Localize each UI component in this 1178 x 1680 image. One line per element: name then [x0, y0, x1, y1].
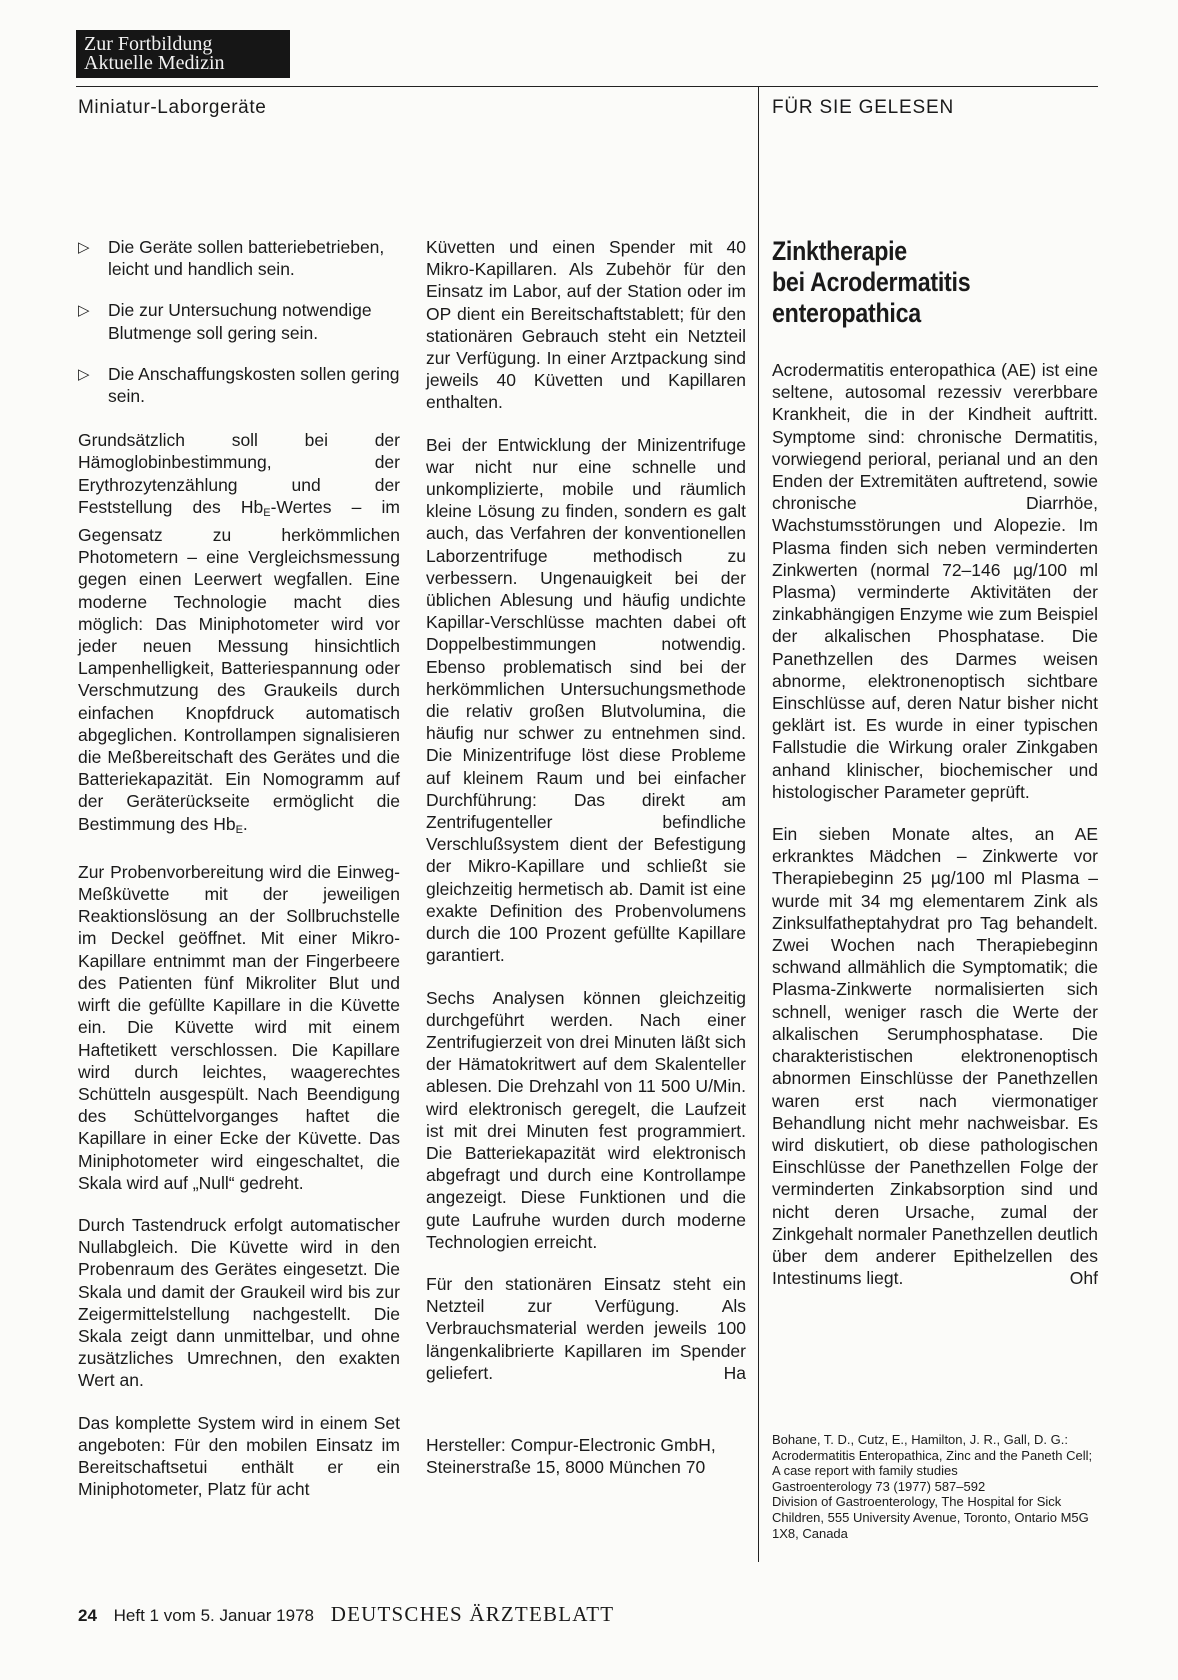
paragraph	[772, 823, 1098, 1289]
article-column-2	[426, 236, 746, 1479]
article-column-3	[772, 236, 1098, 1290]
paragraph: Das komplette System wird in einem Set angeboten: Für den mobilen Einsatz im Bereitschaftsetui enthält er ein Miniphotometer, Platz für acht	[78, 1412, 400, 1500]
paragraph-text: .	[242, 813, 248, 834]
article-column-1	[78, 236, 400, 1520]
subscript: E	[235, 823, 243, 836]
triangle-bullet-icon: ▷	[78, 239, 90, 256]
bullet-item	[78, 236, 400, 280]
headline-line: enteropathica	[772, 298, 921, 328]
paragraph: Sechs Analysen können gleichzeitig durchgeführt werden. Nach einer Zentrifugierzeit von drei Minuten läßt sich der Hämatokritwert auf dem Skalenteller ablesen. Die Drehzahl von 11 500 U/Min. wird elektronisch geregelt, die Laufzeit ist mit drei Minuten fest programmiert. Die Batteriekapazität wird elektronisch abgefragt und durch eine Kontrollampe angezeigt. Diese Funktionen und die gute Laufruhe wurden durch moderne Technologien erreicht.	[426, 987, 746, 1252]
section-label-line2: Aktuelle Medizin	[84, 52, 225, 74]
left-topic-heading: Miniatur-Laborgeräte	[78, 97, 267, 118]
journal-name: DEUTSCHES ÄRZTEBLATT	[330, 1602, 615, 1626]
reference-authors: Bohane, T. D., Cutz, E., Hamilton, J. R., Gall, D. G.:	[772, 1432, 1068, 1447]
paragraph: Bei der Entwicklung der Minizentrifuge war nicht nur eine schnelle und unkomplizierte, mobile und räumlich kleine Lösung zu finden, sondern es galt auch, das Verfahren der konventionellen Laborzentrifuge methodisch zu verbessern. Ungenauigkeit bei der üblichen Ablesung und häufig undichte Kapillar-Verschlüsse machten dabei oft Doppelbestimmungen notwendig. Ebenso problematisch sind bei der herkömmlichen Untersuchungsmethode die relativ großen Blutvolumina, die häufig nur schwer zu entnehmen sind. Die Minizentrifuge löst diese Probleme auf kleinem Raum und bei einfacher Durchführung: Das direkt am Zentrifugenteller befindliche Verschlußsystem dient der Befestigung der Mikro-Kapillare und schließt sie gleichzeitig hermetisch ab. Damit ist eine exakte Definition des Probenvolumens durch die 100 Prozent gefüllte Kapillare garantiert.	[426, 434, 746, 966]
headline-line: bei Acrodermatitis	[772, 267, 971, 297]
reference-title: Acrodermatitis Enteropathica, Zinc and the Paneth Cell; A case report with family studies	[772, 1447, 1093, 1479]
manufacturer-address: Steinerstraße 15, 8000 München 70	[426, 1457, 706, 1478]
right-topic-heading: FÜR SIE GELESEN	[772, 97, 954, 118]
paragraph-text: -Wertes – im Gegensatz zu herkömmlichen Photometern – eine Vergleichsmessung gegen einen Leerwert wegfallen. Eine moderne Technologie macht dies möglich: Das Miniphotometer wird vor jeder neuen Messung hinsichtlich Lampenhelligkeit, Batteriespannung oder Verschmutzung des Graukeils durch einfachen Knopfdruck automatisch abgeglichen. Kontrollampen signalisieren die Meßbereitschaft des Gerätes und die Batteriekapazität. Ein Nomogramm auf der Geräterückseite ermöglicht die Bestimmung des Hb	[78, 496, 400, 834]
reference-block	[772, 1432, 1098, 1541]
paragraph: Durch Tastendruck erfolgt automatischer Nullabgleich. Die Küvette wird in den Probenraum des Gerätes eingesetzt. Die Skala und damit der Graukeil wird bis zur Zeigermittelstellung nachgestellt. Die Skala zeigt dann unmittelbar, und ohne zusätzliches Umrechnen, den exakten Wert an.	[78, 1214, 400, 1391]
page-number: 24	[78, 1606, 97, 1625]
author-initials: Ha	[723, 1362, 746, 1383]
paragraph	[78, 429, 400, 841]
issue-info: Heft 1 vom 5. Januar 1978	[113, 1606, 314, 1625]
paragraph-text: Ein sieben Monate altes, an AE erkranktes Mädchen – Zinkwerte vor Therapiebeginn 25 µg/100 ml Plasma – wurde mit 34 mg elementarem Zink als Zinksulfatheptahydrat pro Tag behandelt. Zwei Wochen nach Therapiebeginn schwand allmählich die Symptomatik; die Plasma-Zinkwerte normalisierten sich schnell, weniger rasch die Werte der alkalischen Serumphosphatase. Die charakteristischen elektronenoptisch abnormen Einschlüsse der Panethzellen waren erst nach viermonatiger Behandlung nicht mehr nachweisbar. Es wird diskutiert, ob diese pathologischen Einschlüsse der Panethzellen Folge der verminderten Zinkabsorption sind und nicht deren Ursache, zumal der Zinkgehalt normaler Panethzellen deutlich über dem anderer Epithelzellen des Intestinums liegt.	[772, 824, 1098, 1289]
paragraph-text: Für den stationären Einsatz steht ein Netzteil zur Verfügung. Als Verbrauchsmaterial werden jeweils 100 längenkalibrierte Kapillaren im Spender geliefert.	[426, 1273, 746, 1383]
bullet-text: Die Geräte sollen batteriebetrieben, leicht und handlich sein.	[108, 237, 385, 280]
paragraph: Küvetten und einen Spender mit 40 Mikro-Kapillaren. Als Zubehör für den Einsatz im Labor, auf der Station oder im OP dient ein Bereitschaftstablett; für den stationären Gebrauch steht ein Netzteil zur Verfügung. In einer Arztpackung sind jeweils 40 Küvetten und Kapillaren enthalten.	[426, 237, 746, 413]
triangle-bullet-icon: ▷	[78, 365, 90, 383]
paragraph: Zur Probenvorbereitung wird die Einweg-Meßküvette mit der jeweiligen Reaktionslösung an der Sollbruchstelle im Deckel geöffnet. Mit einer Mikro-Kapillare entnimmt man der Fingerbeere des Patienten fünf Mikroliter Blut und wirft die gefüllte Kapillare in die Küvette ein. Die Küvette wird mit einem Haftetikett verschlossen. Die Kapillare wird durch leichtes, waagerechtes Schütteln ausgespült. Nach Beendigung des Schüttelvorganges haftet die Kapillare in einer Ecke der Küvette. Das Miniphotometer wird eingeschaltet, die Skala wird auf „Null“ gedreht.	[78, 861, 400, 1193]
page-footer	[78, 1602, 614, 1627]
bullet-item	[78, 363, 400, 407]
section-label-line1: Zur Fortbildung	[84, 33, 213, 55]
section-label	[76, 30, 290, 78]
bullet-text: Die Anschaffungskosten sollen gering sein.	[108, 363, 400, 407]
reference-journal: Gastroenterology 73 (1977) 587–592	[772, 1478, 986, 1494]
headline-line: Zinktherapie	[772, 236, 907, 266]
article-headline	[772, 236, 1052, 329]
triangle-bullet-icon: ▷	[78, 302, 90, 320]
bullet-text: Die zur Untersuchung notwendige Blutmenge soll gering sein.	[108, 300, 372, 343]
reference-affiliation: Division of Gastroenterology, The Hospital for Sick Children, 555 University Avenue, Toronto, Ontario M5G 1X8, Canada	[772, 1494, 1089, 1541]
manufacturer-line: Hersteller: Compur-Electronic GmbH,	[426, 1435, 716, 1456]
author-initials: Ohf	[1069, 1268, 1098, 1289]
paragraph-text: Grundsätzlich soll bei der Hämoglobinbestimmung, der Erythrozytenzählung und der Feststellung des Hb	[78, 430, 400, 517]
subscript: E	[263, 506, 271, 519]
paragraph: Acrodermatitis enteropathica (AE) ist eine seltene, autosomal rezessiv vererbbare Krankheit, die in der Kindheit auftritt. Symptome sind: chronische Dermatitis, vorwiegend perioral, perianal und an den Enden der Extremitäten auftretend, sowie chronische Diarrhöe, Wachstumsstörungen und Alopezie. Im Plasma finden sich neben verminderten Zinkwerten (normal 72–146 µg/100 ml Plasma) verminderte Aktivitäten der zinkabhängigen Enzyme wie zum Beispiel der alkalischen Phosphatase. Die Panethzellen des Darmes weisen abnorme, elektronenoptisch sichtbare Einschlüsse auf, deren Natur bisher nicht geklärt ist. Es wurde in einer typischen Fallstudie die Wirkung oraler Zinkgaben anhand klinischer, biochemischer und histologischer Parameter geprüft.	[772, 360, 1098, 802]
header-rule	[76, 86, 1098, 87]
bullet-item	[78, 299, 400, 343]
column-divider	[758, 86, 759, 1562]
